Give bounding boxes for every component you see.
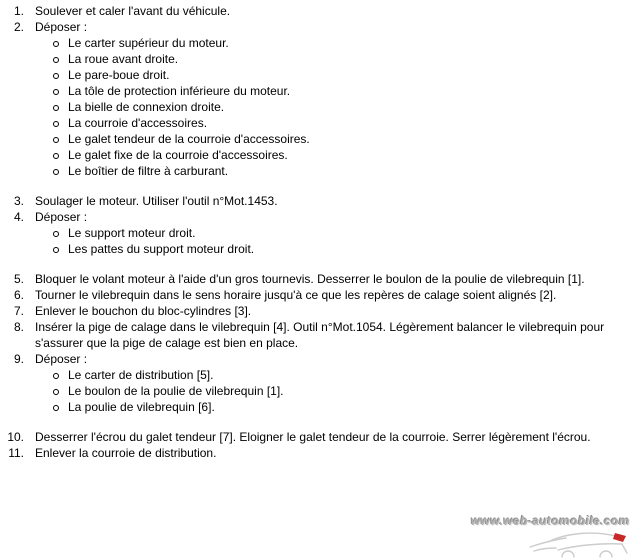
item-number: 5. [13, 272, 24, 286]
sub-list-item [68, 99, 617, 115]
sub-list-item [68, 83, 617, 99]
item-number: 9. [13, 352, 24, 366]
sub-list [35, 35, 617, 179]
item-number: 11. [8, 446, 24, 460]
sub-item-text: Le carter de distribution [5]. [68, 368, 214, 382]
list-group [0, 429, 640, 461]
circle-bullet-icon [53, 105, 59, 111]
item-text: Desserrer l'écrou du galet tendeur [7]. Eloigner le galet tendeur de la courroie. Serrer légèrement l'écrou. [35, 430, 591, 444]
sub-list [35, 367, 617, 415]
sub-item-text: Le boulon de la poulie de vilebrequin [1]. [68, 384, 284, 398]
circle-bullet-icon [53, 153, 59, 159]
item-text: Enlever le bouchon du bloc-cylindres [3]. [35, 304, 252, 318]
list-group [0, 193, 640, 257]
sub-item-text: La courroie d'accessoires. [68, 116, 208, 130]
item-text: Enlever la courroie de distribution. [35, 446, 217, 460]
sub-item-text: La bielle de connexion droite. [68, 100, 225, 114]
item-text: Déposer : [35, 210, 88, 224]
sub-list-item [68, 163, 617, 179]
item-number: 2. [13, 20, 24, 34]
sub-list [35, 225, 617, 257]
watermark-text: www.web-automobile.com [470, 514, 630, 528]
sub-list-item [68, 367, 617, 383]
circle-bullet-icon [53, 169, 59, 175]
item-text: Bloquer le volant moteur à l'aide d'un gros tournevis. Desserrer le boulon de la poulie de vilebrequin [1]. [35, 272, 585, 286]
sub-item-text: La tôle de protection inférieure du moteur. [68, 84, 291, 98]
item-number: 7. [13, 304, 24, 318]
item-number: 10. [7, 430, 24, 444]
circle-bullet-icon [53, 73, 59, 79]
sub-list-item [68, 131, 617, 147]
list-item [13, 271, 617, 287]
item-text: Déposer : [35, 352, 88, 366]
list-group [0, 271, 640, 415]
sub-item-text: Le pare-boue droit. [68, 68, 170, 82]
sub-list-item [68, 51, 617, 67]
circle-bullet-icon [53, 137, 59, 143]
circle-bullet-icon [53, 41, 59, 47]
sub-item-text: Les pattes du support moteur droit. [68, 242, 255, 256]
circle-bullet-icon [53, 247, 59, 253]
list-item [7, 429, 617, 445]
list-item [13, 193, 617, 209]
sub-list-item [68, 241, 617, 257]
list-item [13, 287, 617, 303]
item-text: Insérer la pige de calage dans le vilebrequin [4]. Outil n°Mot.1054. Légèrement balancer le vilebrequin pour s'assurer que la pige de calage est bien en place. [35, 320, 605, 350]
sub-item-text: La poulie de vilebrequin [6]. [68, 400, 215, 414]
item-text: Tourner le vilebrequin dans le sens horaire jusqu'à ce que les repères de calage soient alignés [2]. [35, 288, 557, 302]
list-item [13, 19, 617, 179]
item-text: Soulager le moteur. Utiliser l'outil n°Mot.1453. [35, 194, 278, 208]
item-text: Soulever et caler l'avant du véhicule. [35, 4, 231, 18]
sub-list-item [68, 115, 617, 131]
circle-bullet-icon [53, 231, 59, 237]
circle-bullet-icon [53, 57, 59, 63]
sub-item-text: Le boîtier de filtre à carburant. [68, 164, 229, 178]
list-item [13, 351, 617, 415]
circle-bullet-icon [53, 389, 59, 395]
sub-list-item [68, 147, 617, 163]
item-number: 4. [13, 210, 24, 224]
item-number: 6. [13, 288, 24, 302]
circle-bullet-icon [53, 121, 59, 127]
list-item [8, 445, 617, 461]
sub-item-text: Le galet fixe de la courroie d'accessoires. [68, 148, 288, 162]
circle-bullet-icon [53, 405, 59, 411]
list-item [13, 319, 617, 351]
sub-item-text: Le support moteur droit. [68, 226, 196, 240]
item-number: 1. [13, 4, 24, 18]
circle-bullet-icon [53, 89, 59, 95]
watermark [420, 513, 630, 560]
sub-list-item [68, 67, 617, 83]
sub-list-item [68, 399, 617, 415]
item-number: 3. [13, 194, 24, 208]
list-group [0, 3, 640, 179]
item-text: Déposer : [35, 20, 88, 34]
circle-bullet-icon [53, 373, 59, 379]
sub-item-text: La roue avant droite. [68, 52, 179, 66]
sub-item-text: Le carter supérieur du moteur. [68, 36, 229, 50]
item-number: 8. [13, 320, 24, 334]
sub-item-text: Le galet tendeur de la courroie d'accessoires. [68, 132, 310, 146]
sub-list-item [68, 35, 617, 51]
car-sketch-icon [528, 528, 628, 560]
sub-list-item [68, 225, 617, 241]
sub-list-item [68, 383, 617, 399]
list-item [13, 303, 617, 319]
list-item [13, 209, 617, 257]
list-item [13, 3, 617, 19]
